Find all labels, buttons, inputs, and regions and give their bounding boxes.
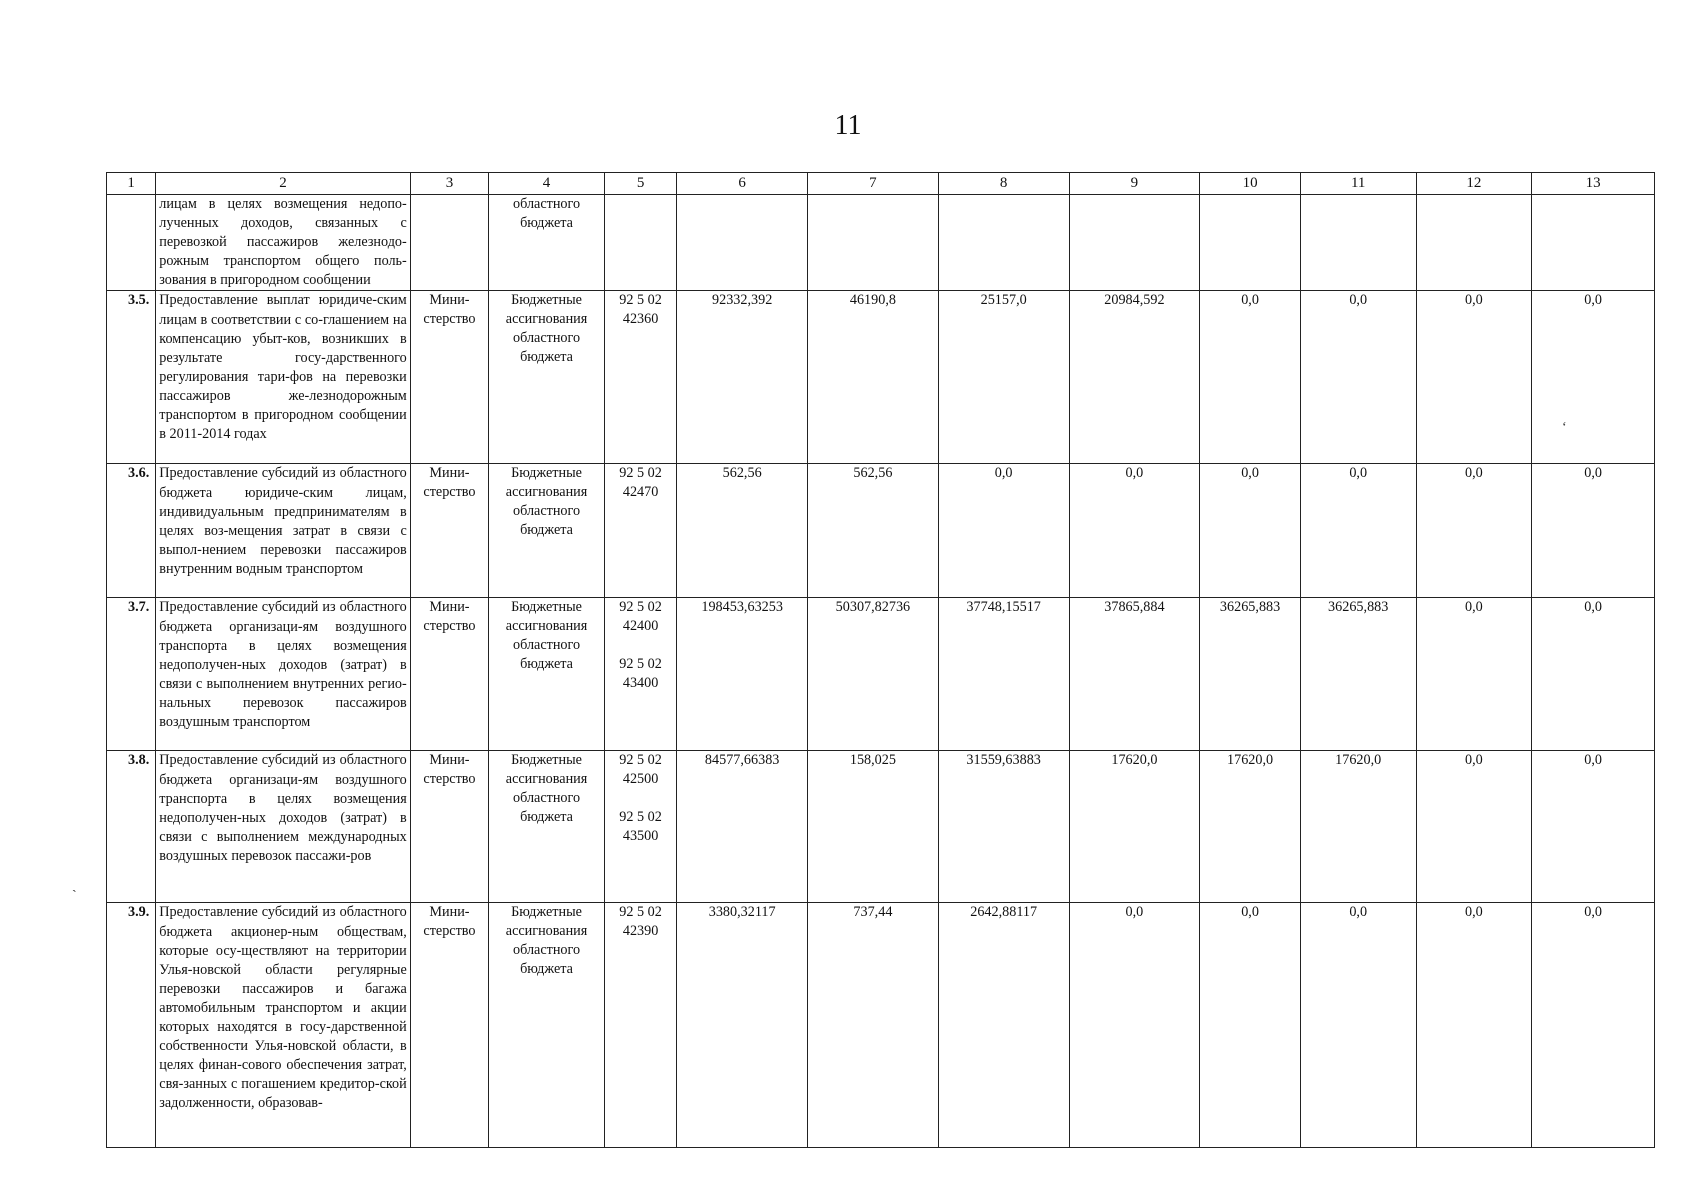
row-executor: Мини-стерство bbox=[410, 903, 488, 1148]
row-value-col8: 37748,15517 bbox=[938, 598, 1069, 751]
table-row bbox=[107, 751, 1655, 903]
row-index: 3.9. bbox=[107, 903, 156, 1148]
row-executor: Мини-стерство bbox=[410, 291, 488, 464]
budget-table bbox=[106, 172, 1655, 1148]
row-funding-source: областного бюджета bbox=[489, 195, 605, 291]
row-description: Предоставление субсидий из областного бюджета юридиче-ским лицам, индивидуальным предпринимателям в целях воз-мещения затрат в связи с выпол-нением перевозки пассажиров внутренним водным транспортом bbox=[156, 464, 410, 598]
row-description: Предоставление субсидий из областного бюджета организаци-ям воздушного транспорта в целях возмещения недополучен-ных доходов (затрат) в связи с выполнением международных воздушных перевозок пассажи-ров bbox=[156, 751, 410, 903]
table-row bbox=[107, 598, 1655, 751]
row-value-col12 bbox=[1416, 195, 1532, 291]
row-value-col8: 0,0 bbox=[938, 464, 1069, 598]
row-value-col12: 0,0 bbox=[1416, 903, 1532, 1148]
table-row bbox=[107, 291, 1655, 464]
row-value-col10: 36265,883 bbox=[1200, 598, 1301, 751]
row-index: 3.5. bbox=[107, 291, 156, 464]
row-value-col9: 0,0 bbox=[1069, 903, 1200, 1148]
row-funding-source: Бюджетные ассигнования областного бюджета bbox=[489, 291, 605, 464]
row-value-col12: 0,0 bbox=[1416, 598, 1532, 751]
row-budget-code bbox=[604, 291, 676, 464]
row-value-col6 bbox=[677, 195, 808, 291]
row-funding-source: Бюджетные ассигнования областного бюджета bbox=[489, 903, 605, 1148]
row-value-col7: 737,44 bbox=[808, 903, 939, 1148]
row-funding-source: Бюджетные ассигнования областного бюджета bbox=[489, 598, 605, 751]
stray-mark: ʻ bbox=[1562, 420, 1567, 435]
row-value-col7: 46190,8 bbox=[808, 291, 939, 464]
row-value-col10: 0,0 bbox=[1200, 291, 1301, 464]
row-index: 3.6. bbox=[107, 464, 156, 598]
row-value-col13: 0,0 bbox=[1532, 464, 1655, 598]
row-value-col6: 198453,63253 bbox=[677, 598, 808, 751]
row-value-col6: 3380,32117 bbox=[677, 903, 808, 1148]
budget-code-line: 92 5 02 43400 bbox=[619, 656, 662, 692]
header-cell: 12 bbox=[1416, 173, 1532, 195]
table-row bbox=[107, 464, 1655, 598]
budget-code-line: 92 5 02 43500 bbox=[619, 809, 662, 845]
row-value-col8 bbox=[938, 195, 1069, 291]
row-value-col9: 0,0 bbox=[1069, 464, 1200, 598]
header-cell: 2 bbox=[156, 173, 410, 195]
header-cell: 8 bbox=[938, 173, 1069, 195]
row-value-col9 bbox=[1069, 195, 1200, 291]
header-cell: 7 bbox=[808, 173, 939, 195]
row-value-col7: 50307,82736 bbox=[808, 598, 939, 751]
row-value-col12: 0,0 bbox=[1416, 291, 1532, 464]
table-row bbox=[107, 195, 1655, 291]
row-budget-code bbox=[604, 195, 676, 291]
row-value-col13: 0,0 bbox=[1532, 903, 1655, 1148]
row-description: лицам в целях возмещения недопо-лученных доходов, связанных с перевозкой пассажиров железнодо-рожным транспортом общего поль-зования в пригородном сообщении bbox=[156, 195, 410, 291]
row-value-col9: 37865,884 bbox=[1069, 598, 1200, 751]
header-cell: 10 bbox=[1200, 173, 1301, 195]
row-value-col12: 0,0 bbox=[1416, 464, 1532, 598]
row-value-col8: 2642,88117 bbox=[938, 903, 1069, 1148]
row-value-col11: 36265,883 bbox=[1300, 598, 1416, 751]
stray-mark: ˏ bbox=[72, 878, 77, 893]
row-value-col13: 0,0 bbox=[1532, 751, 1655, 903]
row-executor bbox=[410, 195, 488, 291]
row-budget-code bbox=[604, 464, 676, 598]
row-index bbox=[107, 195, 156, 291]
row-value-col11 bbox=[1300, 195, 1416, 291]
row-executor: Мини-стерство bbox=[410, 464, 488, 598]
row-value-col13: 0,0 bbox=[1532, 598, 1655, 751]
row-value-col6: 562,56 bbox=[677, 464, 808, 598]
row-value-col7: 158,025 bbox=[808, 751, 939, 903]
row-value-col9: 17620,0 bbox=[1069, 751, 1200, 903]
row-value-col10: 0,0 bbox=[1200, 464, 1301, 598]
row-value-col11: 0,0 bbox=[1300, 291, 1416, 464]
header-cell: 9 bbox=[1069, 173, 1200, 195]
header-cell: 5 bbox=[604, 173, 676, 195]
header-cell: 3 bbox=[410, 173, 488, 195]
table-row bbox=[107, 903, 1655, 1148]
row-value-col7 bbox=[808, 195, 939, 291]
row-value-col6: 84577,66383 bbox=[677, 751, 808, 903]
header-cell: 1 bbox=[107, 173, 156, 195]
header-row bbox=[107, 173, 1655, 195]
row-budget-code bbox=[604, 751, 676, 903]
row-value-col13 bbox=[1532, 195, 1655, 291]
budget-code-line: 92 5 02 42470 bbox=[619, 465, 662, 501]
row-value-col10: 17620,0 bbox=[1200, 751, 1301, 903]
row-value-col13: 0,0 bbox=[1532, 291, 1655, 464]
row-value-col10 bbox=[1200, 195, 1301, 291]
row-executor: Мини-стерство bbox=[410, 751, 488, 903]
row-description: Предоставление выплат юридиче-ским лицам в соответствии с со-глашением на компенсацию убыт-ков, возникших в результате госу-дарственного регулирования тари-фов на перевозки пассажиров же-лезнодорожным транспортом в пригородном сообщении в 2011-2014 годах bbox=[156, 291, 410, 464]
budget-code-gap bbox=[609, 789, 672, 808]
row-value-col11: 0,0 bbox=[1300, 903, 1416, 1148]
header-cell: 13 bbox=[1532, 173, 1655, 195]
row-value-col6: 92332,392 bbox=[677, 291, 808, 464]
header-cell: 11 bbox=[1300, 173, 1416, 195]
row-value-col11: 17620,0 bbox=[1300, 751, 1416, 903]
row-value-col11: 0,0 bbox=[1300, 464, 1416, 598]
row-value-col8: 31559,63883 bbox=[938, 751, 1069, 903]
row-value-col12: 0,0 bbox=[1416, 751, 1532, 903]
budget-code-gap bbox=[609, 636, 672, 655]
row-value-col7: 562,56 bbox=[808, 464, 939, 598]
budget-table-sheet bbox=[106, 172, 1655, 1148]
row-description: Предоставление субсидий из областного бюджета акционер-ным обществам, которые осу-ществляют на территории Улья-новской области регулярные перевозки пассажиров и багажа автомобильным транспортом и акции которых находятся в госу-дарственной собственности Улья-новской области, в целях финан-сового обеспечения затрат, свя-занных с погашением кредитор-ской задолженности, образовав- bbox=[156, 903, 410, 1148]
row-funding-source: Бюджетные ассигнования областного бюджета bbox=[489, 464, 605, 598]
row-executor: Мини-стерство bbox=[410, 598, 488, 751]
row-value-col10: 0,0 bbox=[1200, 903, 1301, 1148]
row-value-col9: 20984,592 bbox=[1069, 291, 1200, 464]
budget-code-line: 92 5 02 42360 bbox=[619, 292, 662, 328]
header-cell: 6 bbox=[677, 173, 808, 195]
row-budget-code bbox=[604, 598, 676, 751]
row-funding-source: Бюджетные ассигнования областного бюджета bbox=[489, 751, 605, 903]
page-number: 11 bbox=[834, 110, 862, 141]
budget-code-line: 92 5 02 42390 bbox=[619, 904, 662, 940]
row-description: Предоставление субсидий из областного бюджета организаци-ям воздушного транспорта в целях возмещения недополучен-ных доходов (затрат) в связи с выполнением внутренних регио-нальных перевозок пассажиров воздушным транспортом bbox=[156, 598, 410, 751]
row-budget-code bbox=[604, 903, 676, 1148]
row-index: 3.8. bbox=[107, 751, 156, 903]
budget-code-line: 92 5 02 42500 bbox=[619, 752, 662, 788]
row-index: 3.7. bbox=[107, 598, 156, 751]
header-cell: 4 bbox=[489, 173, 605, 195]
row-value-col8: 25157,0 bbox=[938, 291, 1069, 464]
budget-code-line: 92 5 02 42400 bbox=[619, 599, 662, 635]
